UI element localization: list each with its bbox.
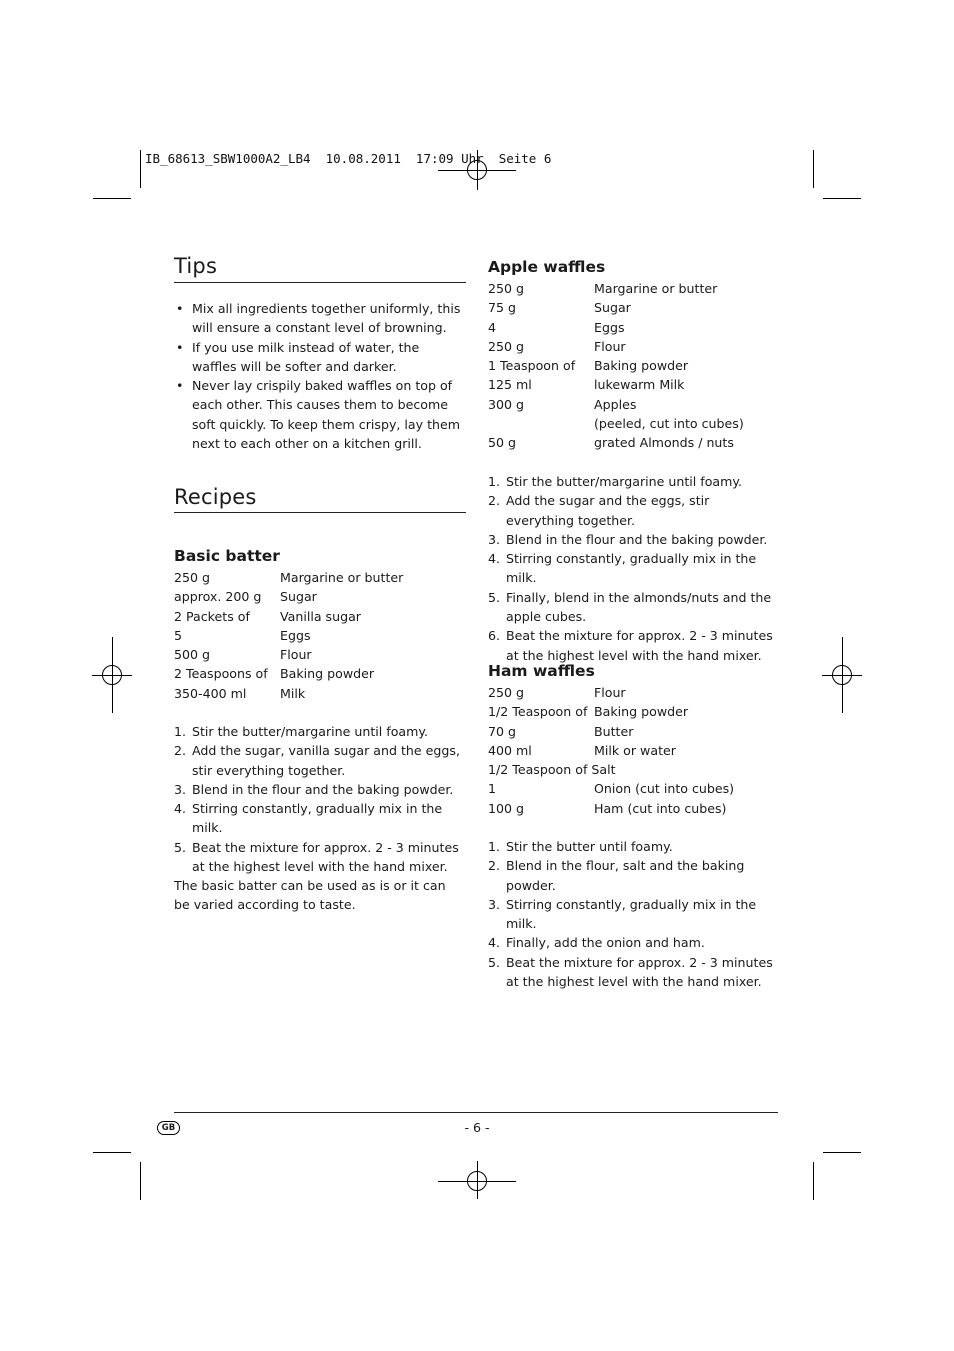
ingredient-qty: approx. 200 g <box>174 589 262 605</box>
ingredient-qty: 250 g <box>488 685 525 700</box>
step-text: Add the sugar, vanilla sugar and the eggs, stir everything together. <box>192 743 460 778</box>
apple-waffles-ingredients <box>488 279 780 453</box>
tips-heading: Tips <box>174 254 218 278</box>
ingredient-row <box>174 607 466 626</box>
step-item: 5. Beat the mixture for approx. 2 - 3 minutes at the highest level with the hand mixer. <box>488 954 773 990</box>
ingredient-row <box>174 587 466 606</box>
ingredient-name: Eggs <box>594 319 625 335</box>
ingredient-name: lukewarm Milk <box>594 377 685 393</box>
ingredient-name: Flour <box>280 647 312 663</box>
language-badge: GB <box>157 1121 180 1135</box>
ingredient-qty: 1/2 Teaspoon of Salt <box>488 762 616 778</box>
ingredient-name: Flour <box>594 338 626 354</box>
recipes-heading: Recipes <box>174 485 257 509</box>
tips-heading-rule <box>174 282 466 283</box>
ingredient-row <box>488 375 780 394</box>
step-item: 1. Stir the butter/margarine until foamy. <box>174 724 429 739</box>
ingredient-qty: 1/2 Teaspoon of <box>488 704 588 720</box>
step-text: Finally, add the onion and ham. <box>506 935 705 951</box>
ingredient-row <box>488 356 780 375</box>
tip-item: • Never lay crispily baked waffles on top of each other. This causes them to become soft quickly. To keep them crispy, lay them next to each other on a kitchen grill. <box>174 376 466 453</box>
ingredient-name: Eggs <box>280 627 311 643</box>
footer-rule <box>174 1112 778 1113</box>
ingredient-row <box>488 702 780 721</box>
ingredient-qty: 5 <box>174 627 183 643</box>
step-text: Finally, blend in the almonds/nuts and the apple cubes. <box>506 589 772 625</box>
step-text: Stirring constantly, gradually mix in the milk. <box>506 896 757 932</box>
ingredient-name: Ham (cut into cubes) <box>594 800 727 816</box>
ingredient-qty: 70 g <box>488 723 517 739</box>
ingredient-row <box>174 626 466 645</box>
step-item: 6. Beat the mixture for approx. 2 - 3 minutes at the highest level with the hand mixer. <box>488 628 773 663</box>
ingredient-qty: 125 ml <box>488 377 532 393</box>
ingredient-qty <box>488 414 594 433</box>
ingredient-qty: 75 g <box>488 300 517 316</box>
ingredient-row <box>488 760 780 779</box>
ingredient-row <box>488 279 780 298</box>
step-text: Stir the butter/margarine until foamy. <box>192 724 429 739</box>
step-text: Stir the butter until foamy. <box>506 839 673 854</box>
print-slug: IB_68613_SBW1000A2_LB4 10.08.2011 17:09 Uhr Seite 6 <box>145 151 552 166</box>
ingredient-row <box>174 645 466 664</box>
tip-item: • If you use milk instead of water, the waffles will be softer and darker. <box>174 338 466 377</box>
ingredient-name: Milk or water <box>594 742 676 758</box>
ingredient-name: Milk <box>280 685 306 701</box>
ingredient-row <box>488 318 780 337</box>
basic-batter-title: Basic batter <box>174 547 280 565</box>
step-item: 2. Add the sugar and the eggs, stir everything together. <box>488 493 710 528</box>
ingredient-qty: 4 <box>488 319 497 335</box>
ingredient-row <box>488 683 780 702</box>
step-text: Stirring constantly, gradually mix in the milk. <box>192 801 443 836</box>
step-item: 3. Blend in the flour and the baking powder. <box>174 781 454 797</box>
ingredient-qty: 300 g <box>488 396 525 412</box>
step-item: 1. Stir the butter/margarine until foamy. <box>488 474 743 489</box>
ingredient-qty: 2 Packets of <box>174 608 250 624</box>
step-item: 3. Stirring constantly, gradually mix in the milk. <box>488 896 757 932</box>
ingredient-row <box>488 395 780 414</box>
recipes-heading-rule <box>174 512 466 513</box>
step-item: 2. Blend in the flour, salt and the baking powder. <box>488 858 745 893</box>
step-text: Stir the butter/margarine until foamy. <box>506 474 743 489</box>
step-item: 4. Stirring constantly, gradually mix in the milk. <box>174 801 443 836</box>
step-item: 5. Beat the mixture for approx. 2 - 3 minutes at the highest level with the hand mixer. <box>174 839 459 875</box>
ingredient-name: Butter <box>594 723 634 739</box>
apple-waffles-title: Apple waffles <box>488 258 606 276</box>
ingredient-row <box>488 722 780 741</box>
ingredient-qty: 2 Teaspoons of <box>174 666 268 682</box>
ingredient-name: Sugar <box>594 300 631 316</box>
ingredient-row <box>174 568 466 587</box>
ingredient-row <box>488 779 780 798</box>
step-item: 2. Add the sugar, vanilla sugar and the eggs, stir everything together. <box>174 743 460 778</box>
ingredient-qty: 50 g <box>488 435 517 451</box>
ingredient-qty: 100 g <box>488 800 525 816</box>
basic-batter-ingredients <box>174 568 466 703</box>
ingredient-row <box>488 433 780 452</box>
ingredient-qty: 250 g <box>174 570 211 585</box>
step-text: Blend in the flour, salt and the baking powder. <box>506 858 745 893</box>
ingredient-row <box>174 684 466 703</box>
ingredient-row <box>488 337 780 356</box>
ingredient-name: Baking powder <box>594 358 689 374</box>
ingredient-row <box>488 741 780 760</box>
ingredient-name: Margarine or butter <box>280 570 404 585</box>
ingredient-row <box>488 414 780 433</box>
ingredient-name: grated Almonds / nuts <box>594 435 734 451</box>
ingredient-name: (peeled, cut into cubes) <box>594 416 744 432</box>
ingredient-qty: 400 ml <box>488 742 532 758</box>
ingredient-name: Apples <box>594 396 637 412</box>
ingredient-qty: 250 g <box>488 338 525 354</box>
ingredient-name: Baking powder <box>594 704 689 720</box>
step-text: Beat the mixture for approx. 2 - 3 minutes at the highest level with the hand mixer. <box>506 628 773 663</box>
step-item: 4. Stirring constantly, gradually mix in the milk. <box>488 551 757 586</box>
step-item: 1. Stir the butter until foamy. <box>488 839 673 854</box>
ham-waffles-ingredients <box>488 683 780 818</box>
ham-waffles-steps <box>488 837 780 991</box>
ingredient-row <box>488 799 780 818</box>
ingredient-qty: 350-400 ml <box>174 685 247 701</box>
ingredient-qty: 1 Teaspoon of <box>488 358 576 374</box>
ingredient-row <box>488 298 780 317</box>
ingredient-name: Flour <box>594 685 626 700</box>
step-text: Blend in the flour and the baking powder. <box>506 531 768 547</box>
ingredient-name: Baking powder <box>280 666 375 682</box>
ham-waffles-title: Ham waffles <box>488 662 595 680</box>
step-text: Beat the mixture for approx. 2 - 3 minutes at the highest level with the hand mixer. <box>192 839 459 875</box>
ingredient-qty: 500 g <box>174 647 211 663</box>
ingredient-qty: 250 g <box>488 281 525 296</box>
ingredient-name: Onion (cut into cubes) <box>594 781 735 797</box>
step-item: 5. Finally, blend in the almonds/nuts and the apple cubes. <box>488 589 772 625</box>
apple-waffles-steps <box>488 472 780 665</box>
ingredient-name: Margarine or butter <box>594 281 718 296</box>
ingredient-row <box>174 664 466 683</box>
step-text: Stirring constantly, gradually mix in the milk. <box>506 551 757 586</box>
step-text: Blend in the flour and the baking powder. <box>192 781 454 797</box>
page-number: - 6 - <box>464 1120 490 1135</box>
basic-batter-steps <box>174 722 466 876</box>
step-text: Beat the mixture for approx. 2 - 3 minutes at the highest level with the hand mixer. <box>506 954 773 990</box>
ingredient-qty: 1 <box>488 781 497 797</box>
ingredient-name: Vanilla sugar <box>280 608 361 624</box>
step-item: 4. Finally, add the onion and ham. <box>488 935 705 951</box>
ingredient-name: Sugar <box>280 589 317 605</box>
tips-list <box>174 299 466 453</box>
step-item: 3. Blend in the flour and the baking powder. <box>488 531 768 547</box>
basic-batter-note: The basic batter can be used as is or it can be varied according to taste. <box>174 878 446 913</box>
tip-item: • Mix all ingredients together uniformly, this will ensure a constant level of browning. <box>174 299 466 338</box>
step-text: Add the sugar and the eggs, stir everything together. <box>506 493 710 528</box>
